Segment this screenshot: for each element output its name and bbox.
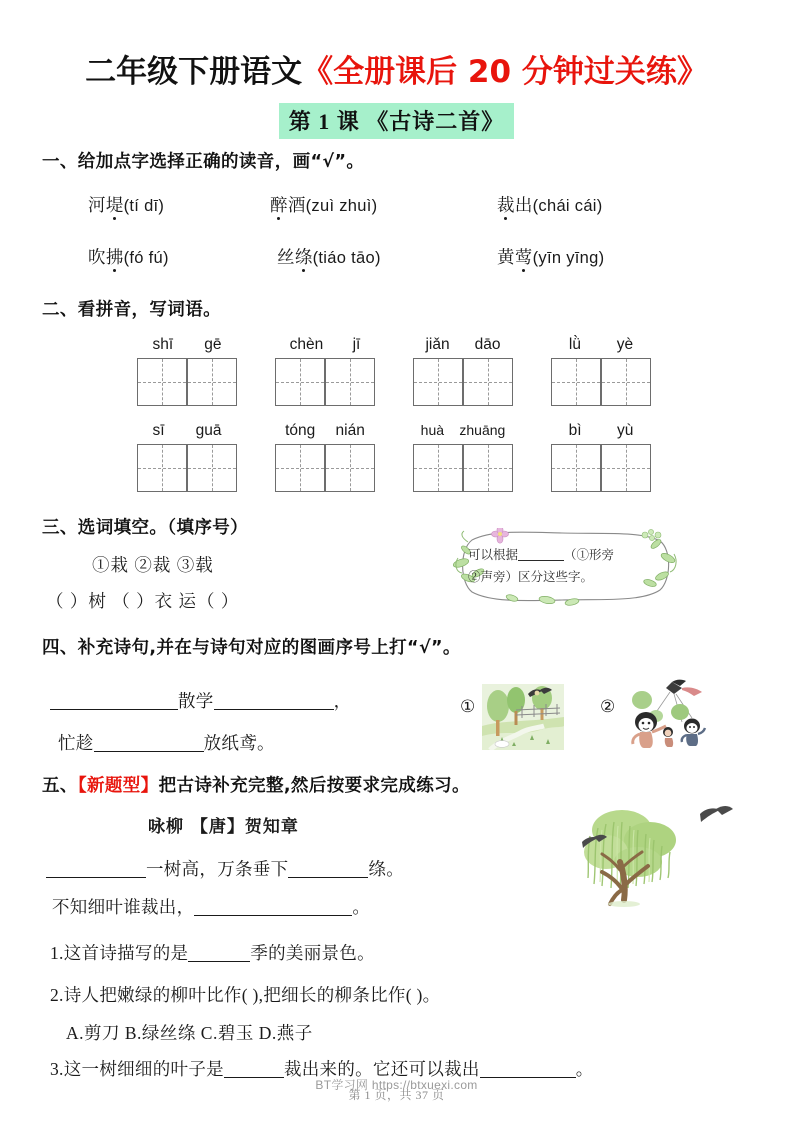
section1-row1-item3: 裁出(chái cái) — [497, 192, 603, 217]
section1-row2-item1-pinyin: (fó fú) — [123, 249, 169, 267]
section3-answer-line[interactable]: （ ）树 （ ）衣 运（ ） — [46, 591, 240, 611]
poem-title: 咏柳 【唐】贺知章 — [148, 817, 299, 837]
section4-poem-line2-end: 放纸鸢。 — [203, 733, 275, 753]
picture-2-number[interactable]: ② — [600, 697, 616, 716]
tip-note-blank[interactable] — [518, 548, 564, 561]
picture-2-illustration — [620, 678, 716, 755]
section5-q3-part-c: 。 — [575, 1059, 594, 1079]
tianzige-box[interactable] — [275, 444, 375, 492]
grid-pinyin-2: nián — [335, 422, 365, 439]
tip-note-part2: （①形旁 — [564, 548, 615, 562]
tianzige-cell[interactable] — [325, 358, 375, 406]
tianzige-cell[interactable] — [551, 358, 601, 406]
grid-pinyin-label — [275, 422, 375, 440]
section5-q3-part-b: 裁出来的。它还可以裁出 — [283, 1059, 480, 1079]
swallow-icon — [700, 806, 733, 822]
section1-row2-item3-pinyin: (yīn yīng) — [532, 249, 605, 267]
section1-row1-item1: 河堤(tí dī) — [88, 192, 164, 217]
grid-pinyin-label — [551, 336, 651, 354]
tip-note-line2: ②声旁）区分这些字。 — [468, 570, 594, 584]
section4-blank-3[interactable] — [94, 736, 204, 752]
new-question-type-badge: 【新题型】 — [77, 776, 159, 796]
grid-pinyin-2: zhuāng — [459, 422, 506, 438]
section5-heading — [42, 772, 470, 797]
section4-blank-2[interactable] — [214, 694, 334, 710]
section5-q3-part-a: 3.这一树细细的叶子是 — [50, 1059, 224, 1079]
grid-pinyin-label — [413, 422, 513, 438]
grid-pinyin-2: dāo — [474, 336, 501, 353]
tianzige-box[interactable] — [551, 444, 651, 492]
tianzige-cell[interactable] — [413, 358, 463, 406]
tianzige-cell[interactable] — [187, 444, 237, 492]
section1-row2-item2: 丝绦(tiáo tāo) — [277, 244, 381, 269]
tianzige-cell[interactable] — [137, 444, 187, 492]
section2-heading: 二、看拼音，写词语。 — [42, 300, 221, 320]
section4-poem-line1 — [50, 688, 351, 713]
grid-pinyin-label — [551, 422, 651, 440]
tip-note-box — [452, 528, 680, 606]
section1-row1-item2-pinyin: (zuì zhuì) — [305, 197, 378, 215]
section3-heading: 三、选词填空。（填序号） — [42, 518, 249, 538]
tianzige-cell[interactable] — [463, 444, 513, 492]
grid-pinyin-1: shī — [152, 336, 174, 353]
page-title-black: 二年级下册语文 — [85, 54, 303, 90]
section3-options: ①栽 ②裁 ③载 — [92, 555, 214, 575]
section4-poem-line2 — [58, 730, 275, 755]
section5-poem-blank-3[interactable] — [194, 900, 352, 916]
tianzige-box[interactable] — [413, 358, 513, 406]
section5-question-2[interactable]: 2.诗人把嫩绿的柳叶比作( ),把细长的柳条比作( )。 — [50, 985, 441, 1005]
section5-poem-line2-start: 不知细叶谁裁出， — [52, 897, 195, 917]
section5-poem-line2-end: 。 — [352, 897, 371, 917]
tianzige-cell[interactable] — [187, 358, 237, 406]
tip-note-text — [468, 544, 672, 588]
grid-pinyin-2: yè — [616, 336, 634, 353]
section5-poem-blank-1[interactable] — [46, 862, 146, 878]
tianzige-cell[interactable] — [463, 358, 513, 406]
tianzige-cell[interactable] — [601, 444, 651, 492]
section5-poem-line1 — [46, 856, 404, 881]
grid-pinyin-label — [275, 336, 375, 354]
grid-pinyin-1: jiǎn — [425, 336, 450, 353]
tip-note-part1: 可以根据 — [468, 548, 519, 562]
grid-pinyin-1: chèn — [289, 336, 324, 353]
tianzige-cell[interactable] — [325, 444, 375, 492]
tianzige-box[interactable] — [551, 358, 651, 406]
lesson-title-container — [0, 103, 793, 139]
page-title-red: 《全册课后 20 分钟过关练》 — [302, 54, 708, 90]
grid-pinyin-1: tóng — [285, 422, 316, 439]
section5-heading-rest: 把古诗补充完整,然后按要求完成练习。 — [158, 776, 470, 796]
section1-row2-item1: 吹拂(fó fú) — [88, 244, 169, 269]
grid-pinyin-label — [137, 336, 237, 354]
section4-poem-line2-start: 忙趁 — [58, 733, 94, 753]
grid-pinyin-1: sī — [152, 422, 165, 439]
tianzige-cell[interactable] — [275, 444, 325, 492]
grid-pinyin-label — [137, 422, 237, 440]
grid-pinyin-label — [413, 336, 513, 354]
section5-q1-blank[interactable] — [188, 946, 250, 962]
section5-poem-line1-end: 绦。 — [368, 859, 405, 879]
grid-pinyin-1: huà — [420, 422, 445, 438]
section1-row2-item2-pinyin: (tiáo tāo) — [312, 249, 381, 267]
section4-heading: 四、补充诗句,并在与诗句对应的图画序号上打“√”。 — [42, 638, 461, 658]
tianzige-box[interactable] — [137, 358, 237, 406]
section1-row1-item1-pinyin: (tí dī) — [123, 197, 165, 215]
section1-row2-item3: 黄莺(yīn yīng) — [497, 244, 604, 269]
section5-question-1 — [50, 940, 375, 965]
picture-1-illustration — [482, 684, 564, 755]
site-watermark: BT学习网 https://btxuexi.com — [315, 1078, 478, 1092]
section1-heading: 一、给加点字选择正确的读音，画“√”。 — [42, 152, 365, 172]
grid-pinyin-1: bì — [568, 422, 582, 439]
page-number: 第 1 页，共 37 页 — [348, 1088, 445, 1102]
picture-1-number[interactable]: ① — [460, 697, 476, 716]
tianzige-cell[interactable] — [275, 358, 325, 406]
section5-poem-blank-2[interactable] — [288, 862, 368, 878]
section4-poem-line1-end: ， — [333, 691, 352, 711]
section1-row1-item3-pinyin: (chái cái) — [532, 197, 603, 215]
grid-pinyin-2: guā — [195, 422, 222, 439]
section5-q2-options[interactable]: A.剪刀 B.绿丝绦 C.碧玉 D.燕子 — [66, 1023, 313, 1043]
section5-q1-part-a: 1.这首诗描写的是 — [50, 943, 189, 963]
tianzige-cell[interactable] — [551, 444, 601, 492]
page-title — [0, 46, 793, 91]
tianzige-box[interactable] — [137, 444, 237, 492]
tianzige-cell[interactable] — [137, 358, 187, 406]
grid-pinyin-2: jī — [352, 336, 361, 353]
grid-pinyin-1: lǜ — [568, 336, 581, 353]
tianzige-cell[interactable] — [601, 358, 651, 406]
grid-pinyin-2: gē — [204, 336, 222, 353]
lesson-title: 第 1 课 《古诗二首》 — [279, 103, 515, 139]
section5-poem-line2 — [52, 894, 370, 919]
section5-q1-part-b: 季的美丽景色。 — [250, 943, 375, 963]
tianzige-box[interactable] — [275, 358, 375, 406]
section5-heading-prefix: 五、 — [42, 776, 78, 796]
section4-poem-line1-mid: 散学 — [178, 691, 214, 711]
tianzige-box[interactable] — [413, 444, 513, 492]
tianzige-cell[interactable] — [413, 444, 463, 492]
section1-row1-item2: 醉酒(zuì zhuì) — [270, 192, 377, 217]
grid-pinyin-2: yù — [616, 422, 634, 439]
section4-blank-1[interactable] — [50, 694, 178, 710]
willow-tree-illustration — [580, 800, 740, 920]
section5-poem-line1-mid: 一树高，万条垂下 — [146, 859, 289, 879]
